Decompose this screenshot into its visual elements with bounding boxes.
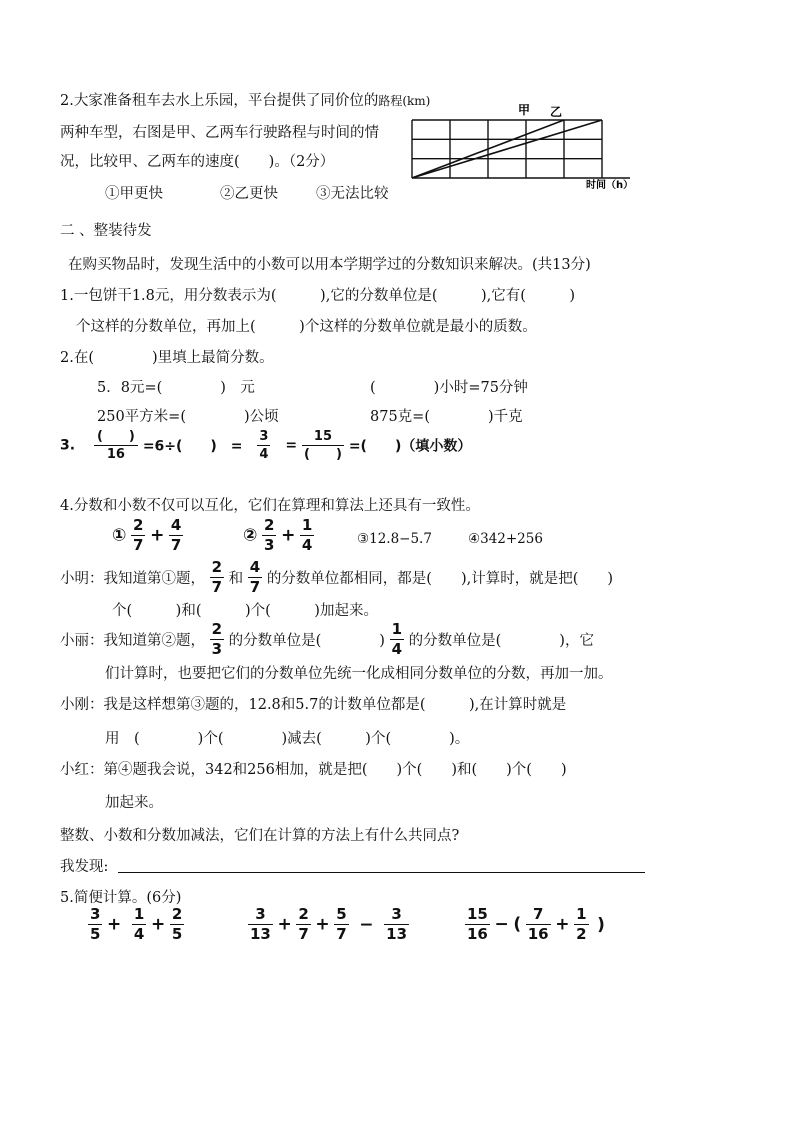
frac <box>170 907 184 942</box>
frac-den: 4 <box>133 925 145 943</box>
frac <box>248 907 273 942</box>
frac <box>262 518 276 553</box>
p3-row <box>60 430 471 461</box>
plus-sign: + <box>555 914 570 935</box>
q2-line3: 况，比较甲、乙两车的速度( )。（2分） <box>60 154 335 170</box>
frac <box>88 907 102 942</box>
frac-den: 16 <box>467 925 488 943</box>
text: 的分数单位是( ) <box>228 633 385 649</box>
frac-den: 7 <box>170 536 182 554</box>
p2-b: ( )小时=75分钟 <box>370 380 528 396</box>
text: 的分数单位都相同，都是( ),计算时，就是把( ) <box>266 571 614 587</box>
series-label-yi: 乙 <box>550 105 563 119</box>
p4-expr-4: ④342+256 <box>468 531 543 547</box>
frac-den: 3 <box>211 640 223 658</box>
plus-sign: + <box>281 525 296 546</box>
xiaogang-line2: 用 ( )个( )减去( )个( )。 <box>105 731 470 747</box>
frac <box>210 560 224 595</box>
frac-num: 3 <box>259 429 269 444</box>
frac <box>131 518 145 553</box>
frac-num: 1 <box>391 620 403 638</box>
frac-num: 1 <box>301 516 313 534</box>
text: 小丽：我知道第②题， <box>60 633 205 649</box>
p5-calc-3 <box>465 907 605 942</box>
plus-sign: + <box>150 525 165 546</box>
frac <box>384 907 409 942</box>
text: 的分数单位是( )，它 <box>408 633 594 649</box>
frac-den: 7 <box>133 536 144 554</box>
p3-eq2: = <box>285 437 298 454</box>
p3-frac-3 <box>302 430 344 461</box>
expr-label: ② <box>243 525 258 546</box>
frac-den: 4 <box>391 640 403 658</box>
frac-num: 1 <box>133 905 145 923</box>
distance-time-chart <box>400 98 645 196</box>
chart-ylabel: 路程(km) <box>378 94 431 108</box>
frac-den: 13 <box>250 925 271 943</box>
chart-grid <box>412 120 630 178</box>
q2-line1-text: 2.大家准备租车去水上乐园，平台提供了同价位的 <box>60 93 379 109</box>
p4-title: 4.分数和小数不仅可以互化，它们在算理和算法上还具有一致性。 <box>60 498 480 514</box>
series-label-jia: 甲 <box>518 103 531 117</box>
frac-num: 2 <box>211 558 223 576</box>
frac-den: ( ) <box>302 445 344 461</box>
p4-question: 整数、小数和分数加减法，它们在计算的方法上有什么共同点? <box>60 828 460 844</box>
frac-num: 15 <box>313 429 332 444</box>
frac <box>465 907 490 942</box>
frac-num: 2 <box>171 905 183 923</box>
frac <box>210 622 224 657</box>
series-line-yi <box>412 120 602 178</box>
p2-title: 2.在( )里填上最简分数。 <box>60 350 274 366</box>
frac-den: 4 <box>301 536 313 554</box>
p3-eq1: =6÷( ) = <box>142 438 243 455</box>
frac-den: 5 <box>90 925 101 943</box>
frac-num: 2 <box>211 620 223 638</box>
frac-num: 3 <box>391 905 402 923</box>
plus-sign: + <box>107 914 122 935</box>
p5-calc-1 <box>88 907 184 942</box>
p2-a: 5．8元=( ) 元 <box>97 380 255 396</box>
p3-eq3: =( )（填小数） <box>348 438 472 455</box>
frac <box>169 518 183 553</box>
p3-frac-2 <box>257 430 270 461</box>
xiaogang-line1: 小刚：我是这样想第③题的，12.8和5.7的计数单位都是( ),在计算时就是 <box>60 697 567 713</box>
p2-d: 875克=( )千克 <box>370 409 523 425</box>
q2-line1 <box>60 89 430 110</box>
frac <box>132 907 146 942</box>
p1-line1: 1.一包饼干1.8元，用分数表示为( ),它的分数单位是( ),它有( ) <box>60 288 576 304</box>
expr-label: ① <box>112 525 127 546</box>
frac-den: 16 <box>94 445 138 461</box>
q2-option-2[interactable]: ②乙更快 <box>220 186 278 202</box>
text: 和 <box>228 571 244 587</box>
frac-num: 5 <box>336 905 347 923</box>
plus-sign: + <box>277 914 292 935</box>
frac-num: 4 <box>249 558 261 576</box>
frac-den: 7 <box>298 925 309 943</box>
minus-sign: − <box>494 914 509 935</box>
frac <box>334 907 348 942</box>
frac-den: 2 <box>576 925 587 943</box>
text: 小明：我知道第①题， <box>60 571 205 587</box>
frac-num: ( ) <box>96 429 135 444</box>
q2-option-1[interactable]: ①甲更快 <box>105 186 163 202</box>
xiaoming-line2: 个( )和( )个( )加起来。 <box>112 603 378 619</box>
p5-title: 5.简便计算。(6分) <box>60 890 182 906</box>
right-paren: ) <box>597 914 605 935</box>
frac-den: 7 <box>249 578 261 596</box>
p3-label: 3. <box>60 437 76 454</box>
xiaoli-line2: 们计算时，也要把它们的分数单位先统一化成相同分数单位的分数，再加一加。 <box>105 666 613 682</box>
frac <box>526 907 551 942</box>
frac-num: 2 <box>133 516 144 534</box>
p2-c: 250平方米=( )公顷 <box>97 409 279 425</box>
found-label: 我发现: <box>60 859 109 875</box>
p1-line2: 个这样的分数单位，再加上( )个这样的分数单位就是最小的质数。 <box>76 319 537 335</box>
frac-den: 16 <box>527 925 549 943</box>
frac <box>296 907 310 942</box>
frac-den: 3 <box>264 536 275 554</box>
xiaohong-line2: 加起来。 <box>105 795 163 811</box>
frac <box>574 907 588 942</box>
frac <box>248 560 262 595</box>
frac-num: 1 <box>576 905 587 923</box>
frac-num: 4 <box>170 516 182 534</box>
q2-line2: 两种车型，右图是甲、乙两车行驶路程与时间的情 <box>60 125 379 141</box>
answer-line[interactable] <box>118 872 645 873</box>
frac-den: 4 <box>259 447 269 462</box>
frac-den: 7 <box>336 925 347 943</box>
frac-den: 7 <box>211 578 223 596</box>
section-heading: 二 、整装待发 <box>60 223 152 239</box>
plus-sign: + <box>150 914 166 935</box>
frac-num: 2 <box>298 905 309 923</box>
frac-num: 3 <box>90 905 101 923</box>
xiaoli-line1 <box>60 622 594 657</box>
q2-option-3[interactable]: ③无法比较 <box>316 186 389 202</box>
p4-expr-2 <box>243 518 314 553</box>
xiaoming-line1 <box>60 560 613 595</box>
left-paren: ( <box>513 914 522 935</box>
frac-den: 13 <box>386 925 408 943</box>
chart-xlabel: 时间（h） <box>586 180 634 191</box>
frac-num: 15 <box>467 905 488 923</box>
p4-expr-1 <box>112 518 183 553</box>
frac-num: 3 <box>255 905 266 923</box>
frac-num: 7 <box>532 905 544 923</box>
frac <box>300 518 314 553</box>
plus-sign: + <box>315 914 330 935</box>
xiaohong-line1: 小红：第④题我会说，342和256相加，就是把( )个( )和( )个( ) <box>60 762 567 778</box>
p3-frac-1 <box>94 430 138 461</box>
frac-num: 2 <box>264 516 275 534</box>
minus-sign: − <box>359 914 374 935</box>
p5-calc-2 <box>248 907 409 942</box>
section-intro: 在购买物品时，发现生活中的小数可以用本学期学过的分数知识来解决。(共13分) <box>68 257 591 273</box>
frac <box>390 622 404 657</box>
frac-den: 5 <box>171 925 183 943</box>
p4-expr-3: ③12.8−5.7 <box>357 531 432 547</box>
